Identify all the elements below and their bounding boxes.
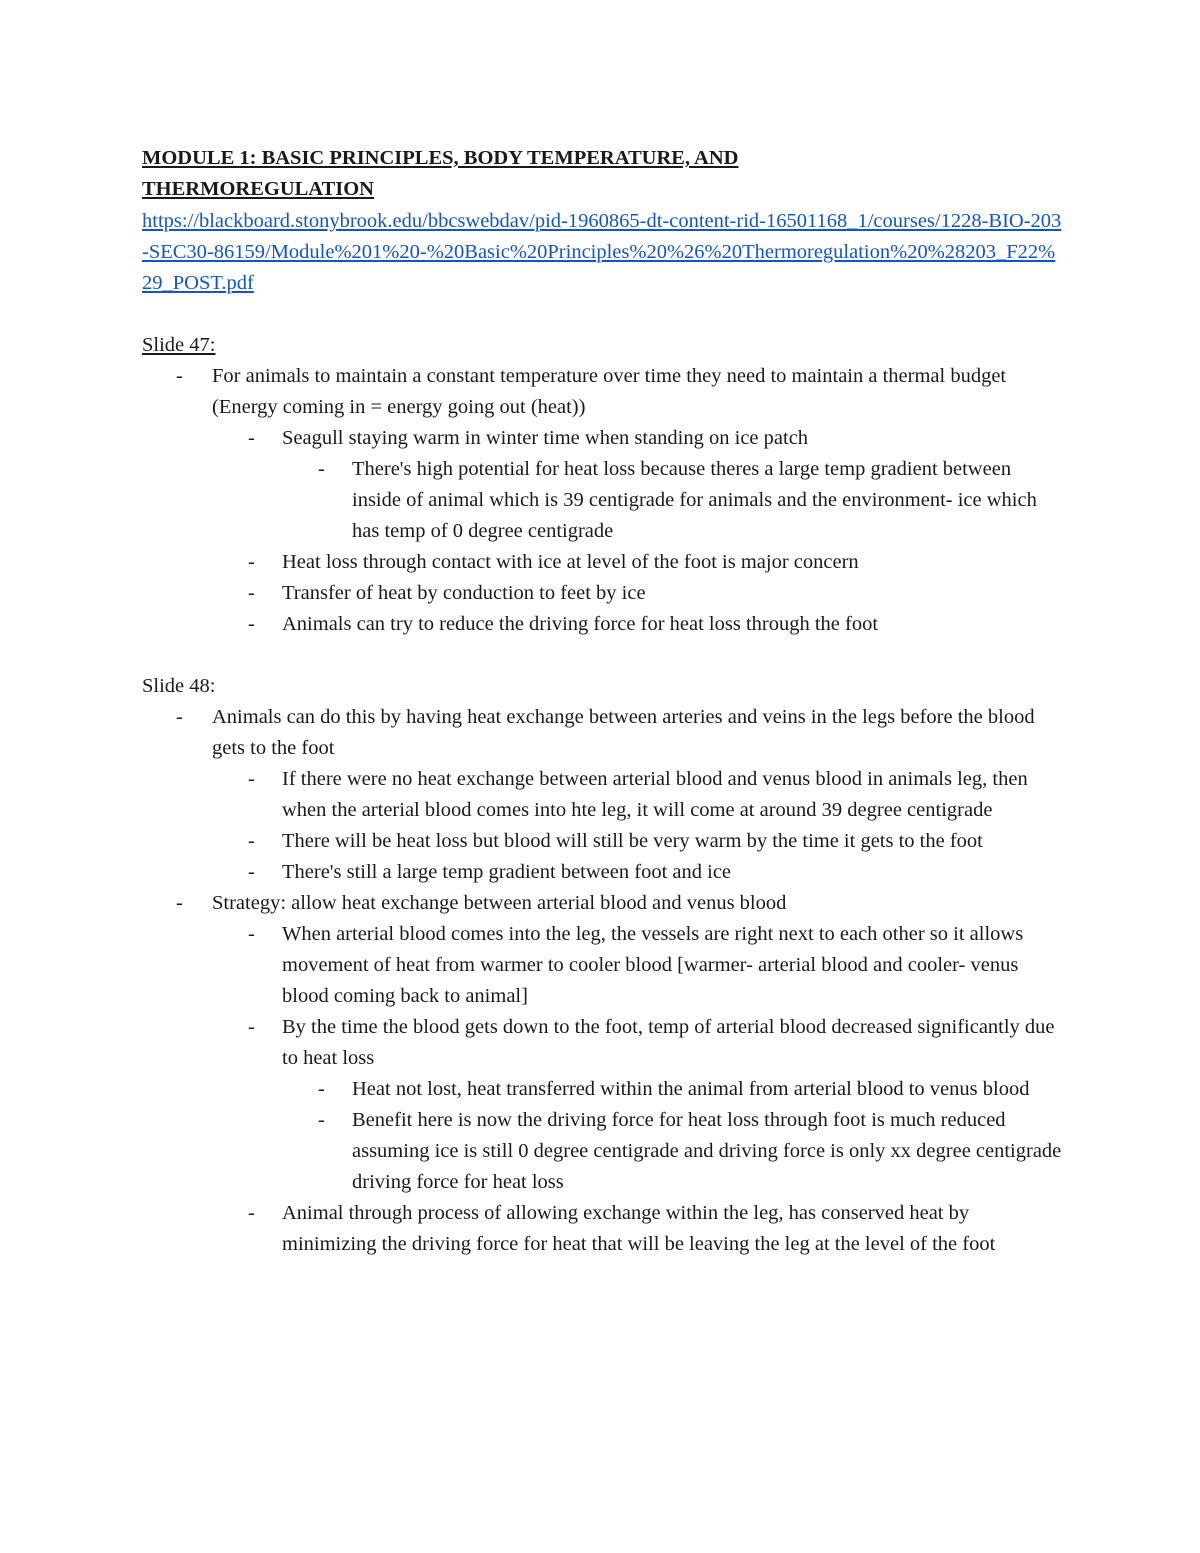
bullet-dash: - bbox=[248, 861, 255, 883]
list-item: - Seagull staying warm in winter time when standing on ice patch - There's high potential for heat loss because theres a large temp gradient between inside of animal which is 39 centigrade for animals and the environment- ice which has temp of 0 degree centigrade bbox=[212, 423, 1062, 547]
list-item: - There will be heat loss but blood will still be very warm by the time it gets to the foot bbox=[212, 826, 1062, 857]
bullet-dash: - bbox=[248, 427, 255, 449]
list-item: - Animal through process of allowing exchange within the leg, has conserved heat by minimizing the driving force for heat that will be leaving the leg at the level of the foot bbox=[212, 1198, 1062, 1260]
bullet-dash: - bbox=[248, 613, 255, 635]
bullet-dash: - bbox=[176, 892, 183, 914]
bullet-dash: - bbox=[248, 768, 255, 790]
module-title bbox=[142, 143, 1062, 205]
list-item: - By the time the blood gets down to the foot, temp of arterial blood decreased significantly due to heat loss - Heat not lost, heat transferred within the animal from arterial blood to venus blood - Benefit here is now the driving force for heat loss through foot is much reduced assuming ice is still 0 degree centigrade and driving force is only xx degree centigrade driving force for heat loss bbox=[212, 1012, 1062, 1198]
list-item: - When arterial blood comes into the leg, the vessels are right next to each other so it allows movement of heat from warmer to cooler blood [warmer- arterial blood and cooler- venus blood coming back to animal] bbox=[212, 919, 1062, 1012]
list-item: - Heat loss through contact with ice at level of the foot is major concern bbox=[212, 547, 1062, 578]
bullet-dash: - bbox=[248, 923, 255, 945]
slide-48-heading: Slide 48: bbox=[142, 675, 216, 697]
bullet-dash: - bbox=[318, 458, 325, 480]
list-item: - Animals can try to reduce the driving force for heat loss through the foot bbox=[212, 609, 1062, 640]
list-item: - There's still a large temp gradient between foot and ice bbox=[212, 857, 1062, 888]
bullet-dash: - bbox=[176, 706, 183, 728]
bullet-dash: - bbox=[176, 365, 183, 387]
bullet-dash: - bbox=[318, 1109, 325, 1131]
list-item: - There's high potential for heat loss because theres a large temp gradient between inside of animal which is 39 centigrade for animals and the environment- ice which has temp of 0 degree centigrade bbox=[282, 454, 1062, 547]
bullet-dash: - bbox=[248, 551, 255, 573]
slide-48-list bbox=[142, 702, 1062, 1260]
bullet-dash: - bbox=[248, 1202, 255, 1224]
list-item: - Strategy: allow heat exchange between arterial blood and venus blood - When arterial blood comes into the leg, the vessels are right next to each other so it allows movement of heat from warmer to cooler blood [warmer- arterial blood and cooler- venus blood coming back to animal] - By the time the blood gets down to the foot, temp of arterial blood decreased significantly due to heat loss - Heat not lost, heat transferred within the animal from arterial blood to venus blood - Benefit here is now the driving force for heat loss through foot is much reduced assuming ice is still 0 degree centigrade and driving force is only xx degree centigrade driving force for heat loss - Animal through process of allowing exchange within the leg, has conserved heat by minimizing the driving force for heat that will be leaving the leg at the level of the foot bbox=[142, 888, 1062, 1260]
document-page bbox=[142, 143, 1062, 1260]
slide-47-list bbox=[142, 361, 1062, 640]
list-item: - Transfer of heat by conduction to feet by ice bbox=[212, 578, 1062, 609]
bullet-dash: - bbox=[248, 1016, 255, 1038]
bullet-dash: - bbox=[318, 1078, 325, 1100]
module-title-line-1: MODULE 1: BASIC PRINCIPLES, BODY TEMPERATURE, AND bbox=[142, 147, 739, 169]
list-item: - For animals to maintain a constant temperature over time they need to maintain a thermal budget (Energy coming in = energy going out (heat)) - Seagull staying warm in winter time when standing on ice patch - There's high potential for heat loss because theres a large temp gradient between inside of animal which is 39 centigrade for animals and the environment- ice which has temp of 0 degree centigrade - Heat loss through contact with ice at level of the foot is major concern - Transfer of heat by conduction to feet by ice - Animals can try to reduce the driving force for heat loss through the foot bbox=[142, 361, 1062, 640]
bullet-dash: - bbox=[248, 582, 255, 604]
module-title-line-2: THERMOREGULATION bbox=[142, 178, 374, 200]
list-item: - Heat not lost, heat transferred within the animal from arterial blood to venus blood bbox=[282, 1074, 1062, 1105]
module-pdf-link[interactable]: https://blackboard.stonybrook.edu/bbcswebdav/pid-1960865-dt-content-rid-16501168_1/courses/1228-BIO-203-SEC30-86159/Module%201%20-%20Basic%20Principles%20%26%20Thermoregulation%20%28203_F22%29_POST.pdf bbox=[142, 210, 1062, 294]
list-item: - Animals can do this by having heat exchange between arteries and veins in the legs before the blood gets to the foot - If there were no heat exchange between arterial blood and venus blood in animals leg, then when the arterial blood comes into hte leg, it will come at around 39 degree centigrade - There will be heat loss but blood will still be very warm by the time it gets to the foot - There's still a large temp gradient between foot and ice bbox=[142, 702, 1062, 888]
list-item: - If there were no heat exchange between arterial blood and venus blood in animals leg, then when the arterial blood comes into hte leg, it will come at around 39 degree centigrade bbox=[212, 764, 1062, 826]
list-item: - Benefit here is now the driving force for heat loss through foot is much reduced assuming ice is still 0 degree centigrade and driving force is only xx degree centigrade driving force for heat loss bbox=[282, 1105, 1062, 1198]
slide-47-heading: Slide 47: bbox=[142, 334, 216, 356]
bullet-dash: - bbox=[248, 830, 255, 852]
